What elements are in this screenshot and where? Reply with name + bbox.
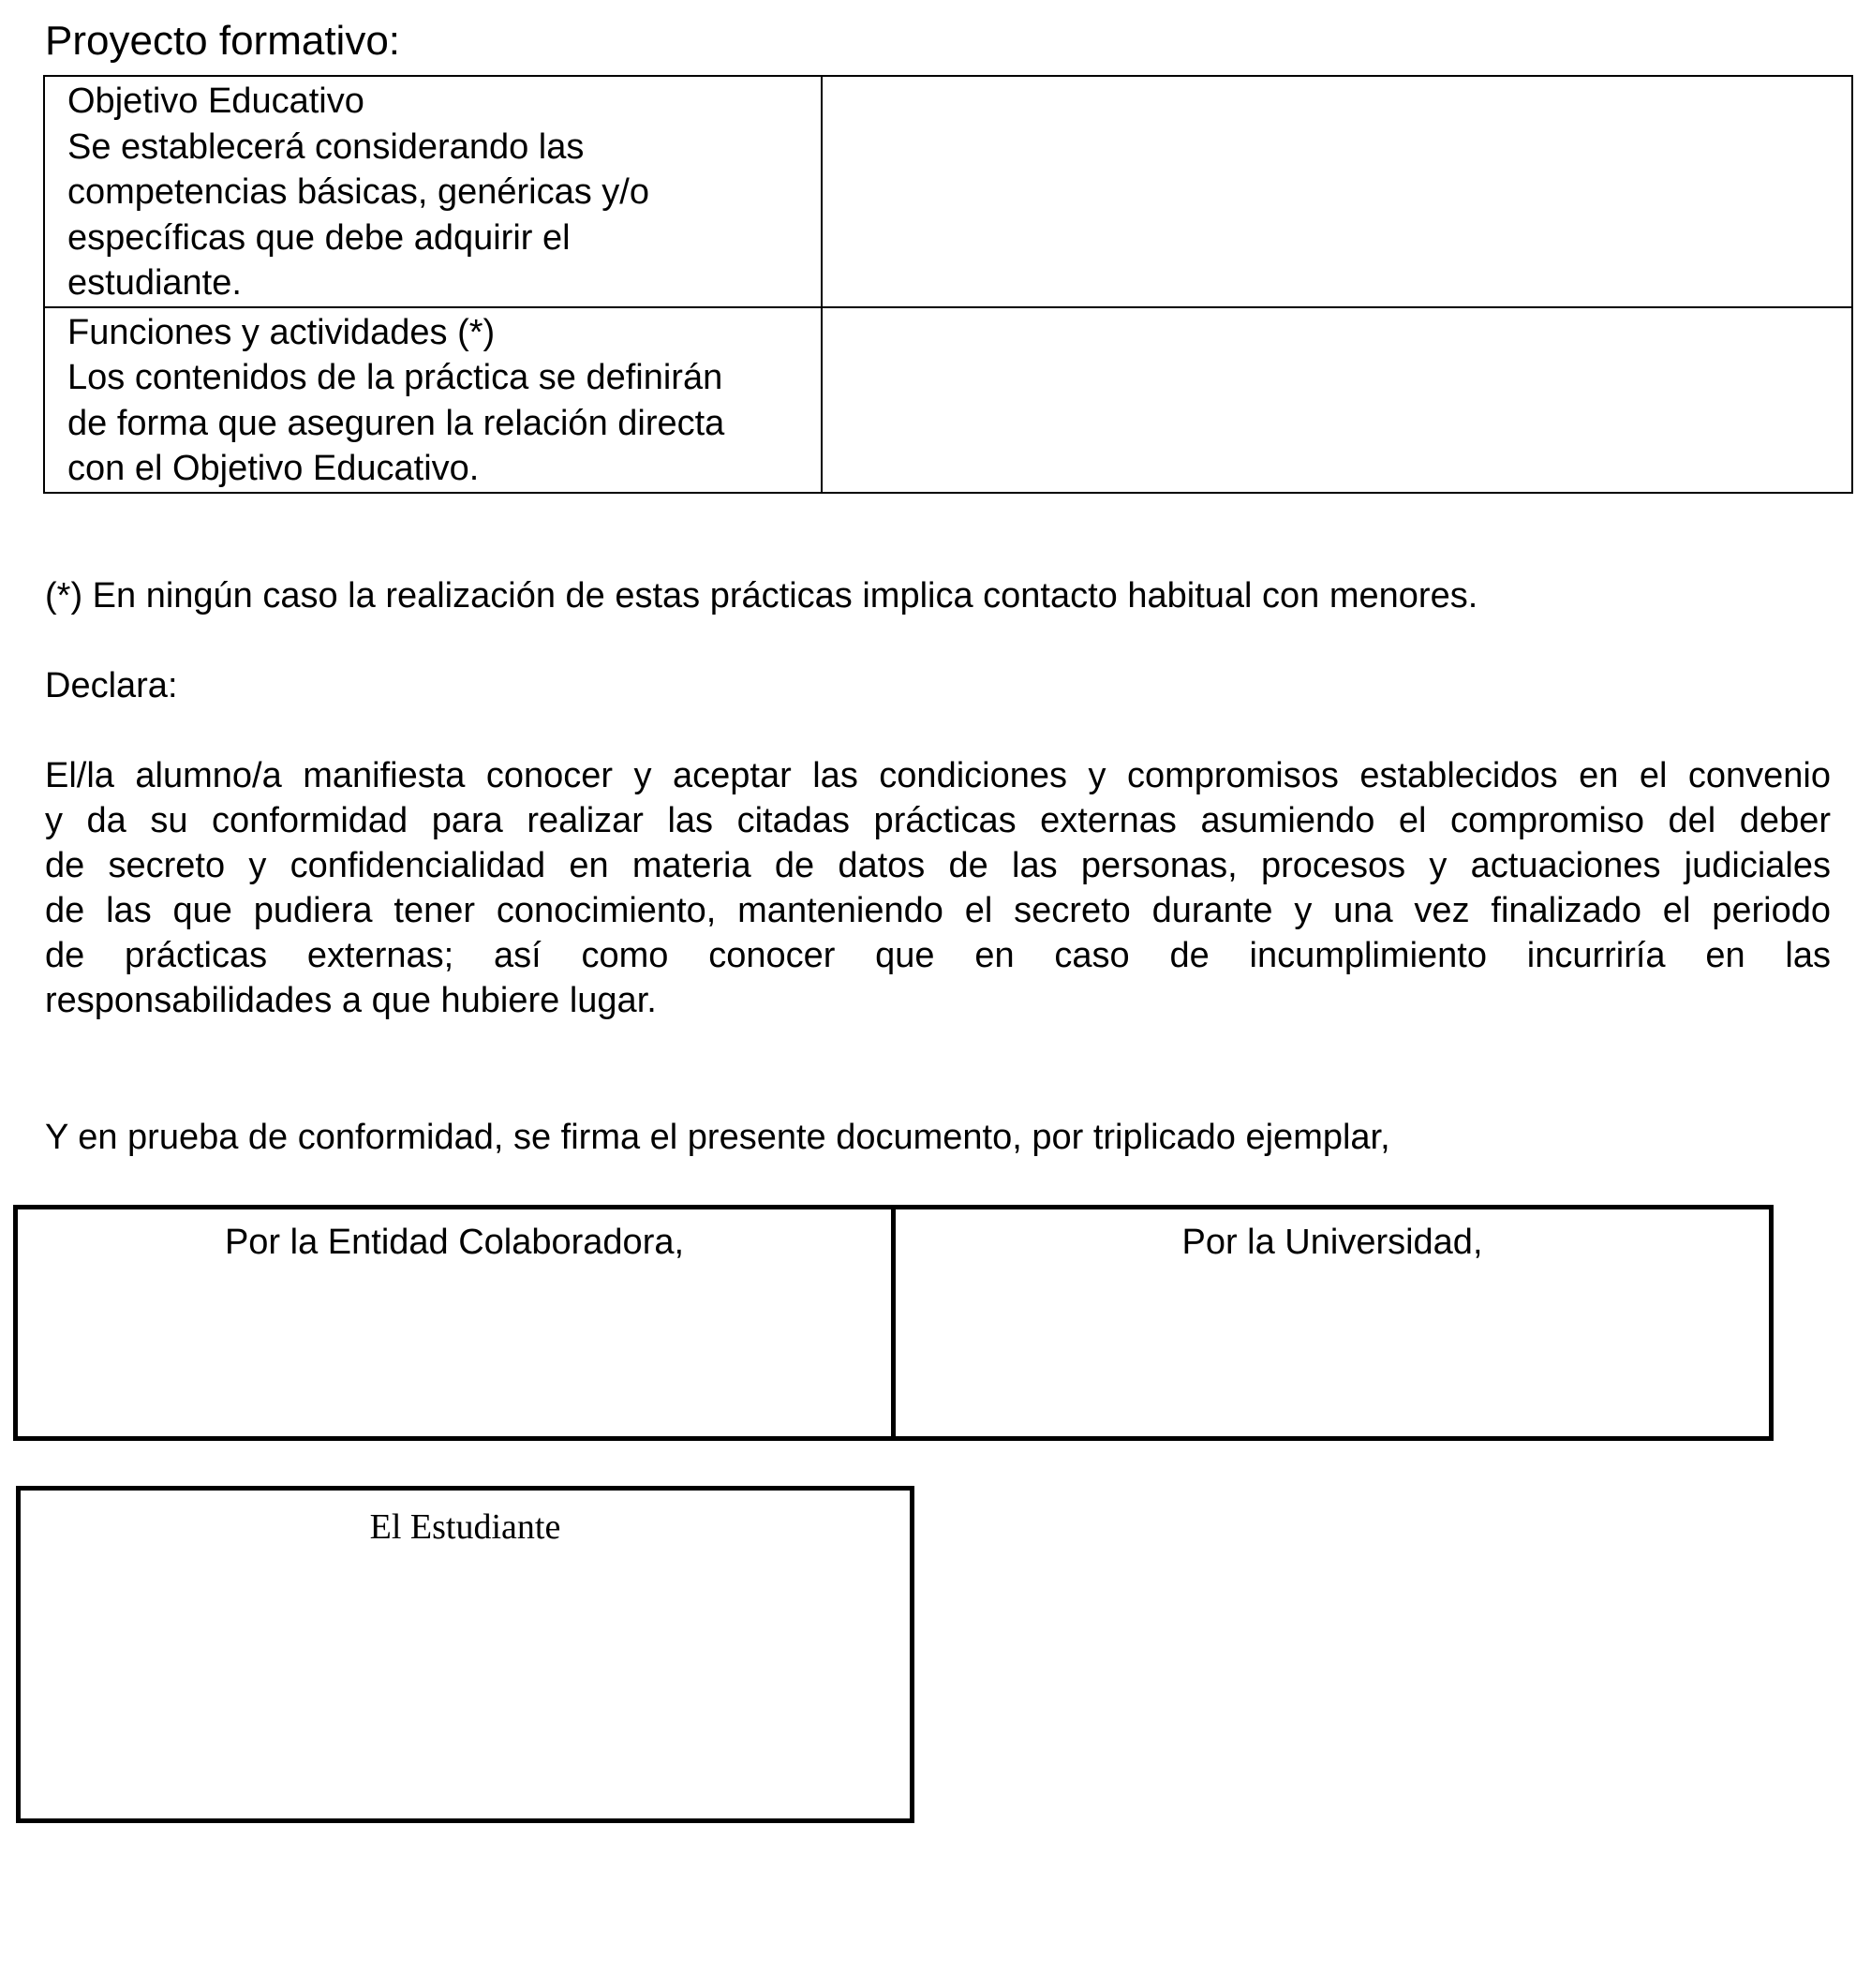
funciones-label-cell [44,307,822,493]
objetivo-heading: Objetivo Educativo [67,82,364,121]
declaration-line: de prácticas externas; así como conocer que en caso de incumplimiento incurriría en las [45,936,1831,975]
objetivo-description-line: competencias básicas, genéricas y/o [67,172,649,212]
declaration-line: El/la alumno/a manifiesta conocer y aceptar las condiciones y compromisos establecidos en el convenio [45,756,1831,795]
page-title: Proyecto formativo: [45,18,401,64]
table-row-objetivo [44,76,1852,307]
objetivo-description-line: específicas que debe adquirir el [67,217,571,258]
footnote: (*) En ningún caso la realización de estas prácticas implica contacto habitual con menores. [45,576,1478,616]
project-table [43,75,1853,494]
signature-box-estudiante[interactable] [16,1486,914,1823]
signature-label-universidad: Por la Universidad, [1181,1223,1483,1262]
table-row-funciones [44,307,1852,493]
funciones-value-cell[interactable] [822,307,1852,493]
signature-box-entidad[interactable] [13,1205,896,1441]
declaration-line: responsabilidades a que hubiere lugar. [45,981,657,1020]
signature-box-universidad[interactable] [891,1205,1774,1441]
declaration-line: de las que pudiera tener conocimiento, manteniendo el secreto durante y una vez finalizado el periodo [45,891,1831,930]
signature-label-estudiante: El Estudiante [369,1507,561,1547]
funciones-description-line: con el Objetivo Educativo. [67,449,480,488]
objetivo-value-cell[interactable] [822,76,1852,307]
funciones-heading: Funciones y actividades (*) [67,312,496,352]
declaration-paragraph [45,753,1831,1023]
declaration-line: y da su conformidad para realizar las citadas prácticas externas asumiendo el compromiso del deber [45,801,1831,840]
funciones-description-line: Los contenidos de la práctica se definirán [67,358,723,397]
declara-label: Declara: [45,666,178,705]
conformidad-statement: Y en prueba de conformidad, se firma el presente documento, por triplicado ejemplar, [45,1118,1390,1157]
objetivo-label-cell [44,76,822,307]
signature-label-entidad: Por la Entidad Colaboradora, [224,1223,685,1262]
objetivo-description-line: estudiante. [67,263,242,303]
funciones-description-line: de forma que aseguren la relación directa [67,403,725,443]
objetivo-description-line: Se establecerá considerando las [67,126,585,167]
declaration-line: de secreto y confidencialidad en materia de datos de las personas, procesos y actuaciones judiciales [45,846,1831,885]
